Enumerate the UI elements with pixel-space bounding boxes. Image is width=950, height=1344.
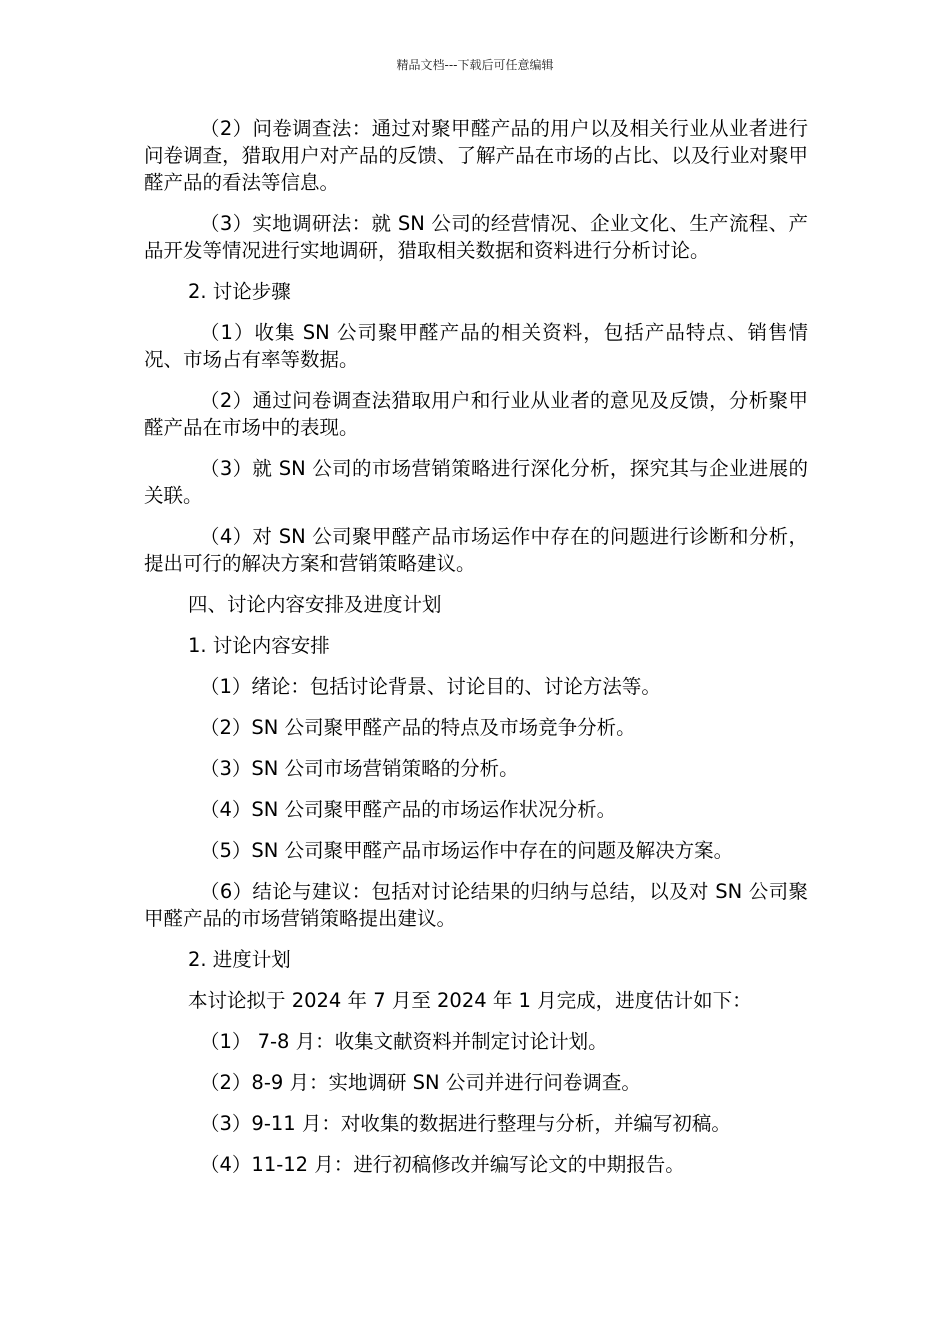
schedule-item-1: （1） 7-8 月：收集文献资料并制定讨论计划。 bbox=[200, 1030, 608, 1053]
list-item-marketing-strategy: （3）SN 公司市场营销策略的分析。 bbox=[200, 757, 519, 780]
paragraph-step-1: （1）收集 SN 公司聚甲醛产品的相关资料，包括产品特点、销售情况、市场占有率等数据。 bbox=[144, 321, 808, 371]
heading-schedule: 2. 进度计划 bbox=[188, 948, 291, 971]
heading-section-four: 四、讨论内容安排及进度计划 bbox=[188, 593, 442, 616]
list-item-product-analysis: （2）SN 公司聚甲醛产品的特点及市场竞争分析。 bbox=[200, 716, 636, 739]
schedule-item-2: （2）8-9 月：实地调研 SN 公司并进行问卷调查。 bbox=[200, 1071, 641, 1094]
heading-research-steps: 2. 讨论步骤 bbox=[188, 280, 291, 303]
paragraph-field-research-method: （3）实地调研法：就 SN 公司的经营情况、企业文化、生产流程、产品开发等情况进行实地调研，猎取相关数据和资料进行分析讨论。 bbox=[144, 212, 808, 262]
paragraph-schedule-intro: 本讨论拟于 2024 年 7 月至 2024 年 1 月完成，进度估计如下： bbox=[188, 989, 752, 1012]
list-item-introduction: （1）绪论：包括讨论背景、讨论目的、讨论方法等。 bbox=[200, 675, 661, 698]
schedule-item-3: （3）9-11 月：对收集的数据进行整理与分析，并编写初稿。 bbox=[200, 1112, 731, 1135]
schedule-item-4: （4）11-12 月：进行初稿修改并编写论文的中期报告。 bbox=[200, 1153, 685, 1176]
paragraph-questionnaire-method: （2）问卷调查法：通过对聚甲醛产品的用户以及相关行业从业者进行问卷调查，猎取用户对产品的反馈、了解产品在市场的占比、以及行业对聚甲醛产品的看法等信息。 bbox=[144, 117, 808, 194]
paragraph-step-3: （3）就 SN 公司的市场营销策略进行深化分析，探究其与企业进展的关联。 bbox=[144, 457, 808, 507]
paragraph-step-4: （4）对 SN 公司聚甲醛产品市场运作中存在的问题进行诊断和分析，提出可行的解决方案和营销策略建议。 bbox=[144, 525, 808, 575]
page-header: 精品文档---下载后可任意编辑 bbox=[396, 58, 554, 72]
paragraph-step-2: （2）通过问卷调查法猎取用户和行业从业者的意见及反馈，分析聚甲醛产品在市场中的表现。 bbox=[144, 389, 808, 439]
list-item-problems-solutions: （5）SN 公司聚甲醛产品市场运作中存在的问题及解决方案。 bbox=[200, 839, 734, 862]
document-body bbox=[144, 115, 808, 1178]
list-item-conclusion: （6）结论与建议：包括对讨论结果的归纳与总结，以及对 SN 公司聚甲醛产品的市场营销策略提出建议。 bbox=[144, 880, 808, 930]
heading-content-arrangement: 1. 讨论内容安排 bbox=[188, 634, 330, 657]
list-item-market-operation: （4）SN 公司聚甲醛产品的市场运作状况分析。 bbox=[200, 798, 617, 821]
